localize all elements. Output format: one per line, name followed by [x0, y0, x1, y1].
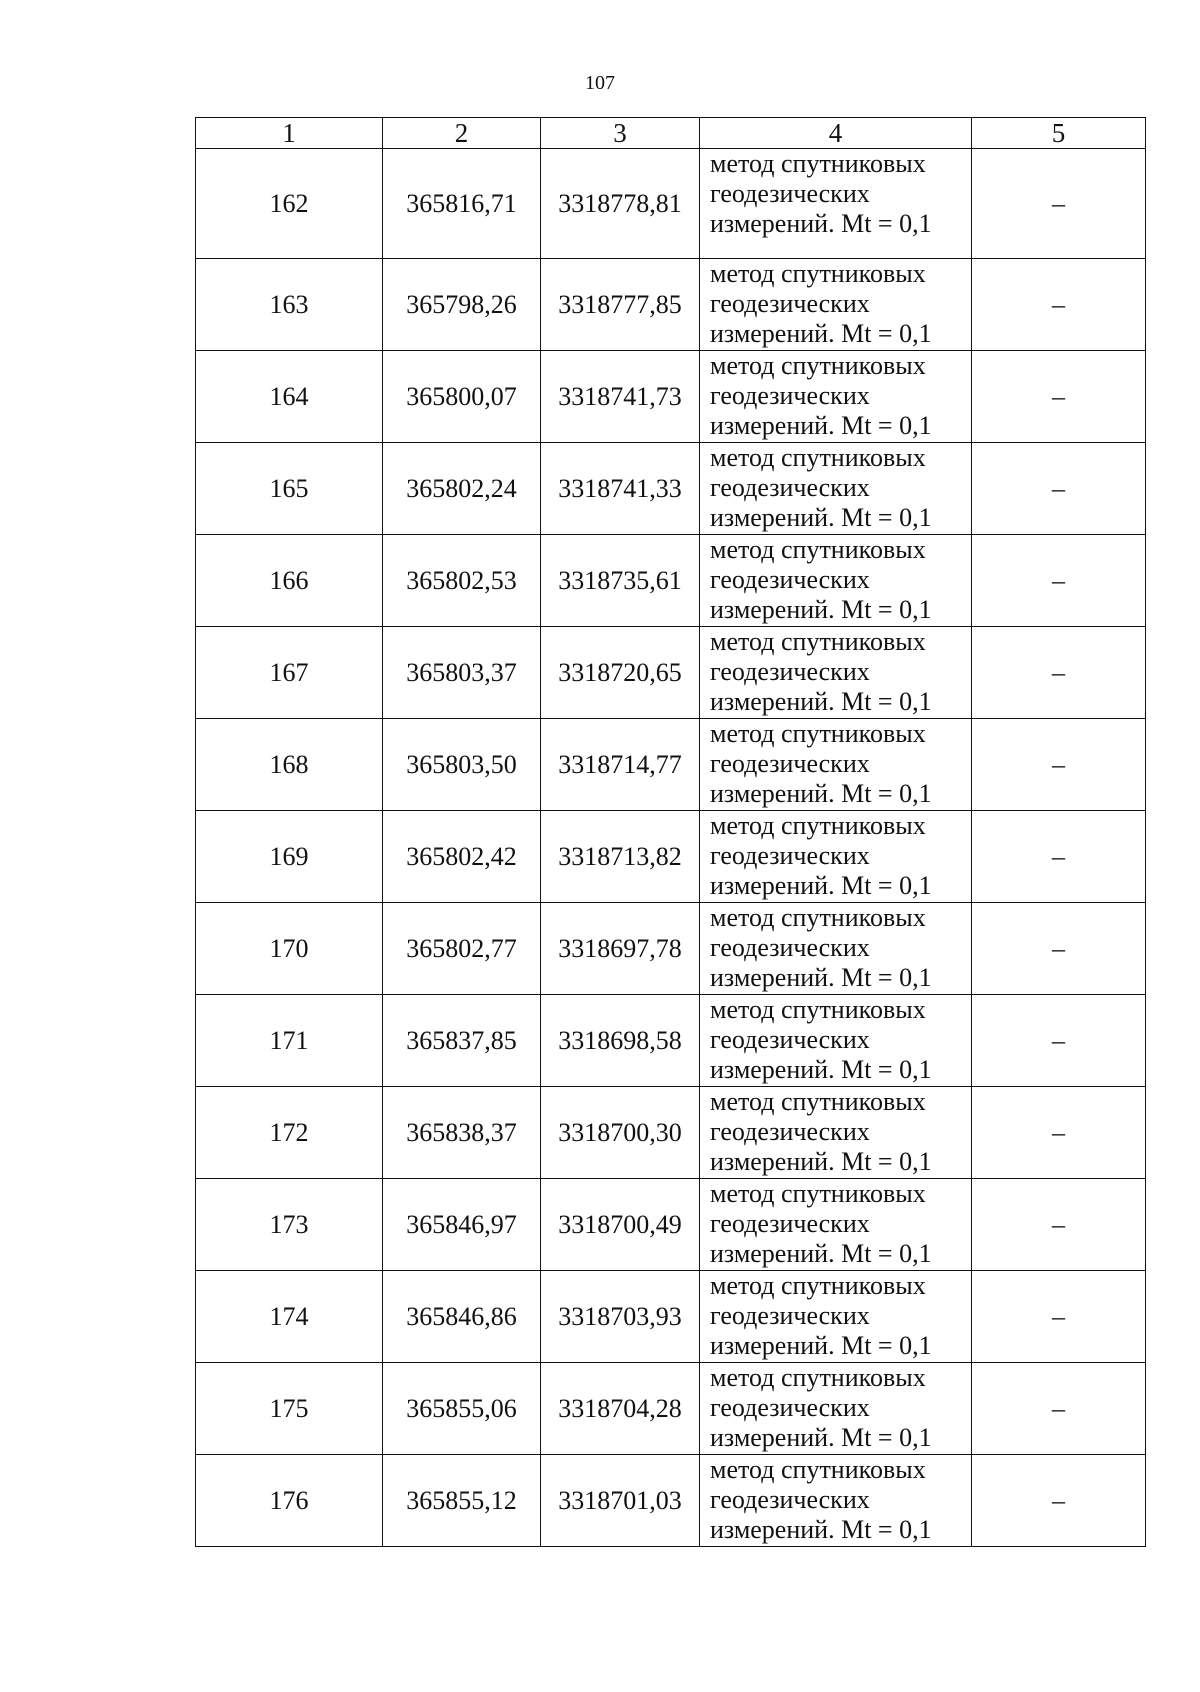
method-line: измерений. Mt = 0,1 — [710, 411, 932, 440]
coordinates-table — [195, 117, 1146, 1547]
method-line: геодезических — [710, 1301, 870, 1330]
method-line: геодезических — [710, 381, 870, 410]
x-coordinate-cell: 365846,97 — [383, 1179, 541, 1271]
method-line: геодезических — [710, 1393, 870, 1422]
method-cell — [700, 1363, 972, 1455]
method-line: геодезических — [710, 1485, 870, 1514]
method-line: метод спутниковых — [710, 1179, 926, 1208]
y-coordinate-cell: 3318741,73 — [541, 351, 700, 443]
x-coordinate-cell: 365846,86 — [383, 1271, 541, 1363]
table-row — [196, 1271, 1146, 1363]
table-row — [196, 259, 1146, 351]
method-line: измерений. Mt = 0,1 — [710, 871, 932, 900]
point-number-cell: 163 — [196, 259, 383, 351]
method-cell — [700, 259, 972, 351]
method-line: геодезических — [710, 289, 870, 318]
method-line: метод спутниковых — [710, 149, 926, 178]
point-number-cell: 165 — [196, 443, 383, 535]
note-cell: – — [972, 1179, 1146, 1271]
column-header: 4 — [700, 118, 972, 149]
method-line: метод спутниковых — [710, 351, 926, 380]
method-line: измерений. Mt = 0,1 — [710, 1239, 932, 1268]
method-line: измерений. Mt = 0,1 — [710, 779, 932, 808]
y-coordinate-cell: 3318700,30 — [541, 1087, 700, 1179]
method-line: геодезических — [710, 1209, 870, 1238]
table-row — [196, 443, 1146, 535]
point-number-cell: 162 — [196, 149, 383, 259]
y-coordinate-cell: 3318697,78 — [541, 903, 700, 995]
point-number-cell: 174 — [196, 1271, 383, 1363]
method-line: измерений. Mt = 0,1 — [710, 1147, 932, 1176]
column-header: 2 — [383, 118, 541, 149]
method-line: метод спутниковых — [710, 903, 926, 932]
note-cell: – — [972, 443, 1146, 535]
method-line: метод спутниковых — [710, 443, 926, 472]
point-number-cell: 167 — [196, 627, 383, 719]
method-line: измерений. Mt = 0,1 — [710, 1055, 932, 1084]
x-coordinate-cell: 365816,71 — [383, 149, 541, 259]
point-number-cell: 172 — [196, 1087, 383, 1179]
method-line: измерений. Mt = 0,1 — [710, 1423, 932, 1452]
x-coordinate-cell: 365798,26 — [383, 259, 541, 351]
note-cell: – — [972, 903, 1146, 995]
method-cell — [700, 351, 972, 443]
column-header: 3 — [541, 118, 700, 149]
method-line: метод спутниковых — [710, 1271, 926, 1300]
table-row — [196, 903, 1146, 995]
method-cell — [700, 535, 972, 627]
method-line: метод спутниковых — [710, 995, 926, 1024]
point-number-cell: 176 — [196, 1455, 383, 1547]
table-row — [196, 535, 1146, 627]
point-number-cell: 164 — [196, 351, 383, 443]
y-coordinate-cell: 3318778,81 — [541, 149, 700, 259]
method-cell — [700, 443, 972, 535]
y-coordinate-cell: 3318777,85 — [541, 259, 700, 351]
method-line: метод спутниковых — [710, 535, 926, 564]
method-cell — [700, 903, 972, 995]
method-line: геодезических — [710, 749, 870, 778]
table-row — [196, 1363, 1146, 1455]
x-coordinate-cell: 365803,50 — [383, 719, 541, 811]
point-number-cell: 173 — [196, 1179, 383, 1271]
table-row — [196, 351, 1146, 443]
y-coordinate-cell: 3318701,03 — [541, 1455, 700, 1547]
x-coordinate-cell: 365838,37 — [383, 1087, 541, 1179]
point-number-cell: 166 — [196, 535, 383, 627]
x-coordinate-cell: 365802,24 — [383, 443, 541, 535]
method-line: метод спутниковых — [710, 719, 926, 748]
table-row — [196, 1087, 1146, 1179]
table-row — [196, 995, 1146, 1087]
note-cell: – — [972, 1271, 1146, 1363]
method-line: измерений. Mt = 0,1 — [710, 1515, 932, 1544]
method-line: измерений. Mt = 0,1 — [710, 687, 932, 716]
y-coordinate-cell: 3318704,28 — [541, 1363, 700, 1455]
y-coordinate-cell: 3318741,33 — [541, 443, 700, 535]
method-line: метод спутниковых — [710, 1455, 926, 1484]
method-line: измерений. Mt = 0,1 — [710, 595, 932, 624]
y-coordinate-cell: 3318703,93 — [541, 1271, 700, 1363]
x-coordinate-cell: 365802,53 — [383, 535, 541, 627]
note-cell: – — [972, 259, 1146, 351]
method-cell — [700, 1087, 972, 1179]
y-coordinate-cell: 3318735,61 — [541, 535, 700, 627]
table-row — [196, 627, 1146, 719]
method-line: метод спутниковых — [710, 259, 926, 288]
point-number-cell: 175 — [196, 1363, 383, 1455]
x-coordinate-cell: 365837,85 — [383, 995, 541, 1087]
method-line: геодезических — [710, 1117, 870, 1146]
method-line: метод спутниковых — [710, 627, 926, 656]
note-cell: – — [972, 811, 1146, 903]
column-header: 5 — [972, 118, 1146, 149]
method-line: геодезических — [710, 1025, 870, 1054]
point-number-cell: 168 — [196, 719, 383, 811]
method-line: измерений. Mt = 0,1 — [710, 319, 932, 348]
table-row — [196, 1179, 1146, 1271]
x-coordinate-cell: 365802,42 — [383, 811, 541, 903]
x-coordinate-cell: 365802,77 — [383, 903, 541, 995]
table-header-row — [196, 118, 1146, 149]
method-cell — [700, 627, 972, 719]
table-row — [196, 1455, 1146, 1547]
point-number-cell: 170 — [196, 903, 383, 995]
method-line: геодезических — [710, 841, 870, 870]
x-coordinate-cell: 365855,06 — [383, 1363, 541, 1455]
method-line: измерений. Mt = 0,1 — [710, 503, 932, 532]
y-coordinate-cell: 3318720,65 — [541, 627, 700, 719]
method-line: метод спутниковых — [710, 1363, 926, 1392]
method-line: геодезических — [710, 933, 870, 962]
method-cell — [700, 1179, 972, 1271]
note-cell: – — [972, 719, 1146, 811]
x-coordinate-cell: 365803,37 — [383, 627, 541, 719]
x-coordinate-cell: 365855,12 — [383, 1455, 541, 1547]
method-cell — [700, 811, 972, 903]
method-cell — [700, 719, 972, 811]
note-cell: – — [972, 535, 1146, 627]
method-line: метод спутниковых — [710, 811, 926, 840]
note-cell: – — [972, 1363, 1146, 1455]
table-row — [196, 719, 1146, 811]
note-cell: – — [972, 1087, 1146, 1179]
note-cell: – — [972, 149, 1146, 259]
table-row — [196, 811, 1146, 903]
y-coordinate-cell: 3318698,58 — [541, 995, 700, 1087]
column-header: 1 — [196, 118, 383, 149]
note-cell: – — [972, 995, 1146, 1087]
method-line: метод спутниковых — [710, 1087, 926, 1116]
method-line: измерений. Mt = 0,1 — [710, 209, 932, 238]
method-line: геодезических — [710, 473, 870, 502]
method-cell — [700, 1271, 972, 1363]
point-number-cell: 169 — [196, 811, 383, 903]
note-cell: – — [972, 351, 1146, 443]
y-coordinate-cell: 3318714,77 — [541, 719, 700, 811]
point-number-cell: 171 — [196, 995, 383, 1087]
method-line: измерений. Mt = 0,1 — [710, 1331, 932, 1360]
y-coordinate-cell: 3318700,49 — [541, 1179, 700, 1271]
method-cell — [700, 1455, 972, 1547]
method-line: измерений. Mt = 0,1 — [710, 963, 932, 992]
method-cell — [700, 149, 972, 259]
page-number: 107 — [585, 72, 615, 94]
y-coordinate-cell: 3318713,82 — [541, 811, 700, 903]
note-cell: – — [972, 627, 1146, 719]
method-line: геодезических — [710, 657, 870, 686]
method-line: геодезических — [710, 179, 870, 208]
method-line: геодезических — [710, 565, 870, 594]
note-cell: – — [972, 1455, 1146, 1547]
x-coordinate-cell: 365800,07 — [383, 351, 541, 443]
table-row — [196, 149, 1146, 259]
method-cell — [700, 995, 972, 1087]
